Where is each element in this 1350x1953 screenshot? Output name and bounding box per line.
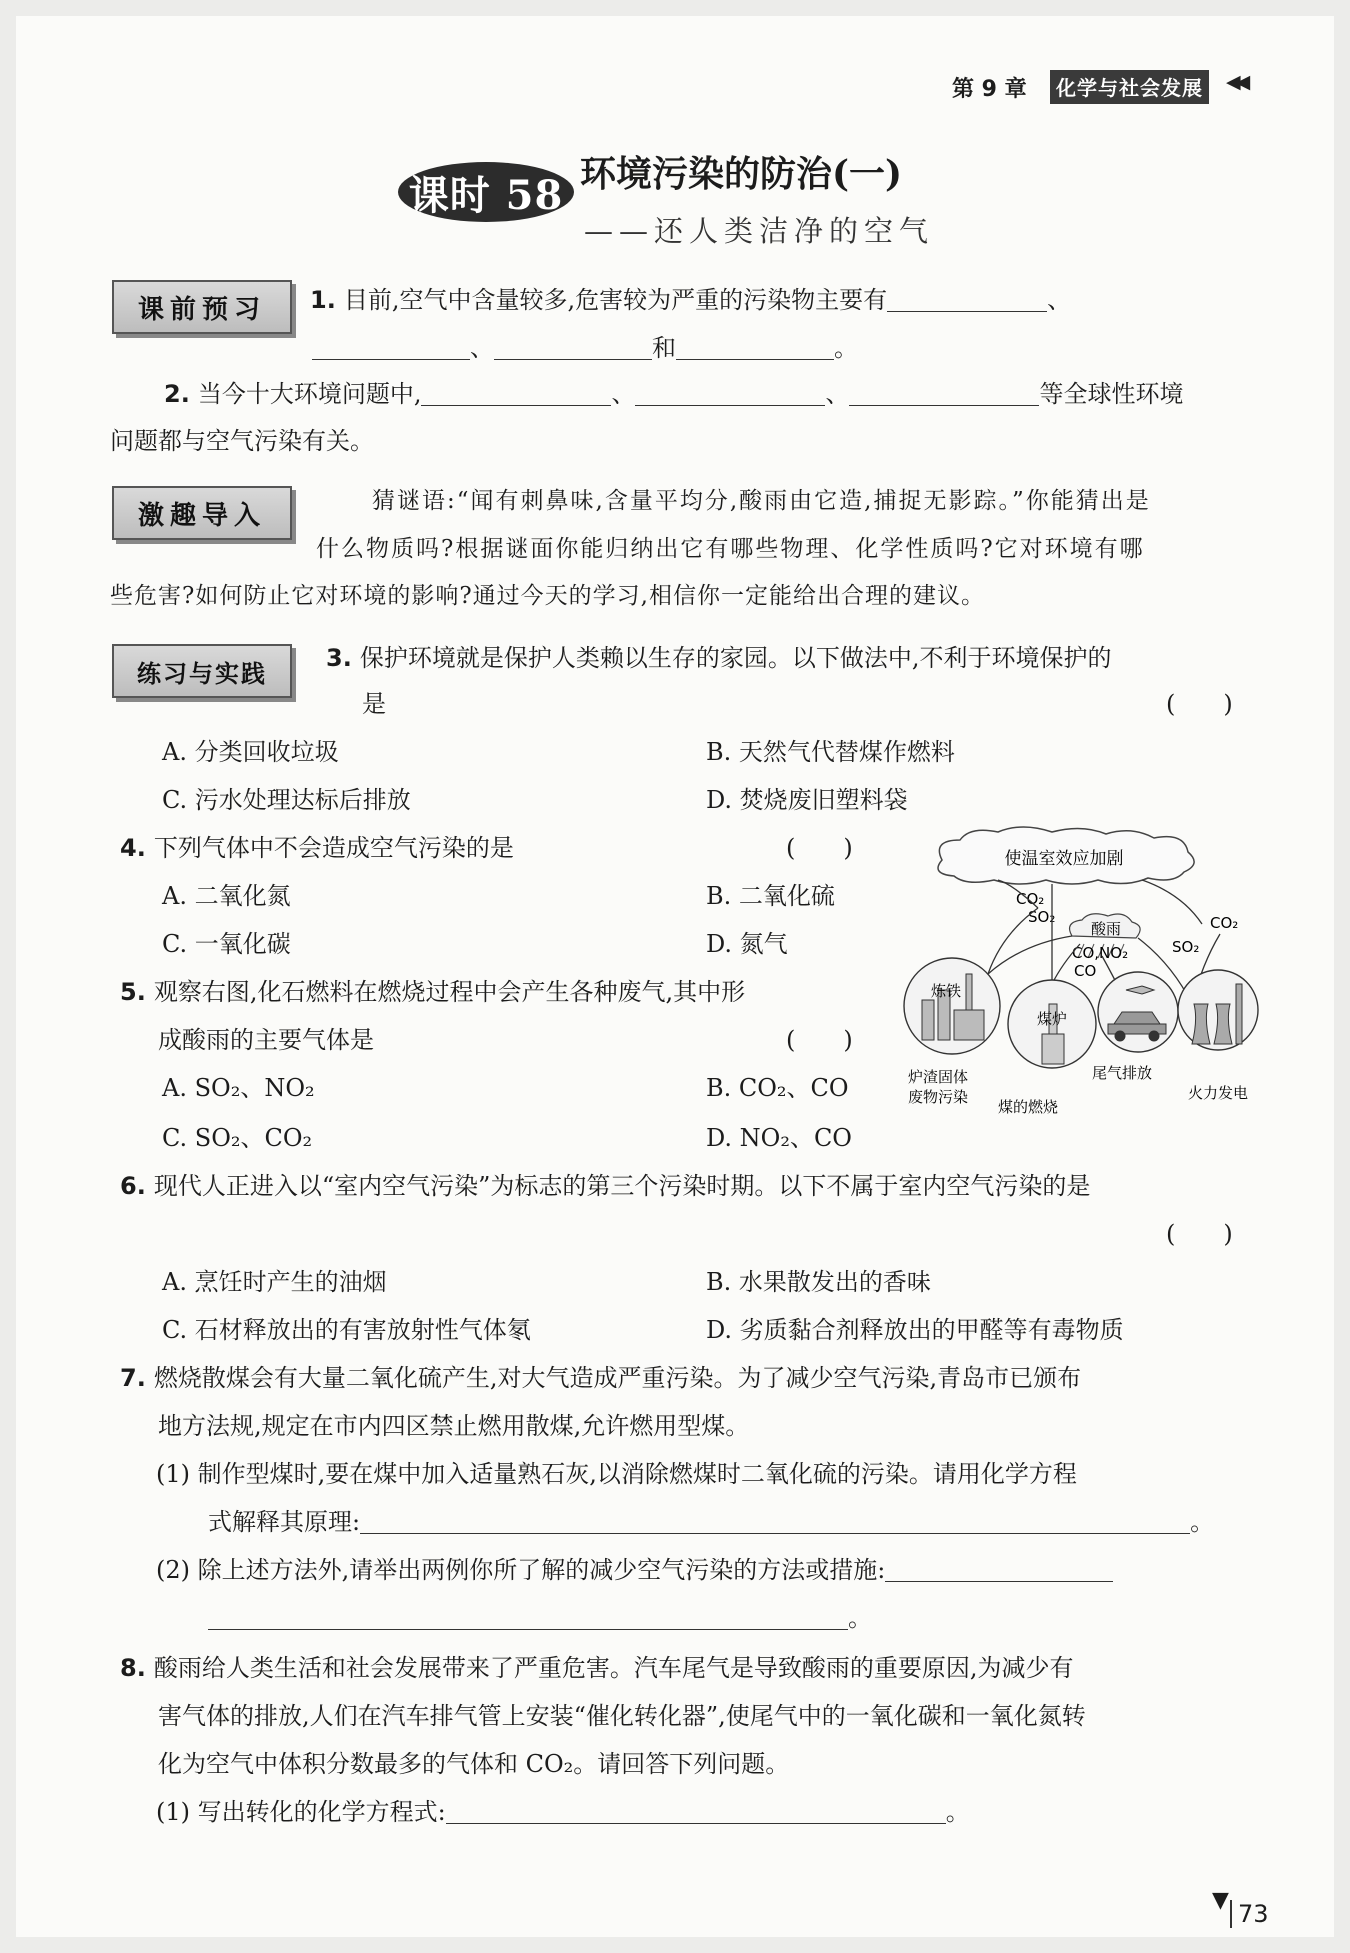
q3-line2: 是 xyxy=(362,690,386,718)
period: 。 xyxy=(945,1798,970,1826)
q3-option-c: C. 污水处理达标后排放 xyxy=(162,786,411,814)
q6-option-b: B. 水果散发出的香味 xyxy=(706,1268,931,1296)
q6-option-d: D. 劣质黏合剂释放出的甲醛等有毒物质 xyxy=(706,1316,1124,1344)
answer-line[interactable] xyxy=(208,1603,848,1630)
section-badge-intro: 激趣导入 xyxy=(112,486,292,540)
period: 。 xyxy=(1190,1508,1215,1536)
q4-option-b: B. 二氧化硫 xyxy=(706,882,835,910)
q4-number: 4. xyxy=(120,834,146,862)
slag-label-1: 炉渣固体 xyxy=(908,1068,969,1086)
q5-option-c: C. SO₂、CO₂ xyxy=(162,1124,313,1152)
answer-parentheses[interactable]: ( ) xyxy=(1166,690,1233,718)
q2-tail: 等全球性环境 xyxy=(1039,380,1184,408)
q6-option-a: A. 烹饪时产生的油烟 xyxy=(162,1268,387,1296)
q3-text: 保护环境就是保护人类赖以生存的家园。以下做法中,不利于环境保护的 xyxy=(359,644,1112,672)
intro-line-3: 些危害?如何防止它对环境的影响?通过今天的学习,相信你一定能给出合理的建议。 xyxy=(110,583,985,609)
chapter-arrows-icon: ◀◀ xyxy=(1226,71,1246,93)
iron-label: 炼铁 xyxy=(930,982,962,1000)
question-8 xyxy=(120,1648,1073,1683)
q4-option-a: A. 二氧化氮 xyxy=(162,882,291,910)
q5-line2: 成酸雨的主要气体是 xyxy=(158,1026,374,1054)
answer-parentheses[interactable]: ( ) xyxy=(786,834,853,862)
answer-blank[interactable] xyxy=(421,379,611,406)
exhaust-label: 尾气排放 xyxy=(1092,1064,1153,1082)
q4-option-c: C. 一氧化碳 xyxy=(162,930,291,958)
q7-sub2-prompt: (2) 除上述方法外,请举出两例你所了解的减少空气污染的方法或措施: xyxy=(156,1556,886,1584)
intro-line-2: 什么物质吗?根据谜面你能归纳出它有哪些物理、化学性质吗?它对环境有哪 xyxy=(316,536,1145,562)
power-label: 火力发电 xyxy=(1188,1084,1249,1102)
answer-blank[interactable] xyxy=(312,333,470,360)
q7-number: 7. xyxy=(120,1364,146,1392)
answer-blank[interactable] xyxy=(676,333,834,360)
gas-label-co-no2: CO,NO₂ xyxy=(1072,944,1129,962)
cloud-label: 使温室效应加剧 xyxy=(1004,849,1124,869)
lesson-badge: 课时 58 xyxy=(398,162,574,222)
q5-option-d: D. NO₂、CO xyxy=(706,1124,852,1152)
gas-label-so2: SO₂ xyxy=(1028,908,1056,926)
answer-line[interactable] xyxy=(360,1507,1190,1534)
q7-text: 燃烧散煤会有大量二氧化硫产生,对大气造成严重污染。为了减少空气污染,青岛市已颁布 xyxy=(153,1364,1082,1392)
q7-sub2-line2 xyxy=(208,1598,872,1633)
q7-sub1-answer xyxy=(208,1502,1214,1537)
q8-sub1-prompt: (1) 写出转化的化学方程式: xyxy=(156,1798,446,1826)
q2-line2: 问题都与空气污染有关。 xyxy=(110,427,374,455)
answer-blank[interactable] xyxy=(635,379,825,406)
q8-text: 酸雨给人类生活和社会发展带来了严重危害。汽车尾气是导致酸雨的重要原因,为减少有 xyxy=(153,1654,1074,1682)
q3-option-b: B. 天然气代替煤作燃料 xyxy=(706,738,955,766)
q3-option-d: D. 焚烧废旧塑料袋 xyxy=(706,786,908,814)
answer-blank[interactable] xyxy=(849,379,1039,406)
chapter-title: 化学与社会发展 xyxy=(1050,70,1209,104)
question-1-line2 xyxy=(312,328,858,363)
period: 。 xyxy=(848,1604,872,1632)
question-1 xyxy=(310,280,1071,315)
lesson-subtitle: ——还人类洁净的空气 xyxy=(584,214,935,248)
period: 。 xyxy=(834,334,858,362)
answer-line[interactable] xyxy=(446,1797,946,1824)
q5-number: 5. xyxy=(120,978,146,1006)
q8-sub1 xyxy=(156,1792,970,1827)
slag-label-2: 废物污染 xyxy=(908,1088,969,1106)
q7-sub1-prompt: 式解释其原理: xyxy=(208,1508,361,1536)
q2-text: 当今十大环境问题中, xyxy=(197,380,422,408)
question-2 xyxy=(164,374,1183,409)
question-6 xyxy=(120,1166,1090,1201)
lesson-title: 环境污染的防治(一) xyxy=(580,153,903,195)
q5-option-b: B. CO₂、CO xyxy=(706,1074,849,1102)
answer-blank[interactable] xyxy=(887,285,1047,312)
answer-parentheses[interactable]: ( ) xyxy=(1166,1220,1233,1248)
q7-line2: 地方法规,规定在市内四区禁止燃用散煤,允许燃用型煤。 xyxy=(158,1412,750,1440)
and-text: 和 xyxy=(652,334,676,362)
separator: 、 xyxy=(825,380,850,408)
section-badge-practice: 练习与实践 xyxy=(112,644,292,698)
page-marker-icon: ▼ xyxy=(1212,1888,1229,1913)
answer-parentheses[interactable]: ( ) xyxy=(786,1026,853,1054)
q2-number: 2. xyxy=(164,380,190,408)
coal-burning-label: 煤的燃烧 xyxy=(998,1098,1059,1116)
iron-smelting-icon xyxy=(904,958,1000,1054)
separator: 、 xyxy=(1047,286,1072,314)
question-3 xyxy=(326,638,1111,673)
q6-option-c: C. 石材释放出的有害放射性气体氡 xyxy=(162,1316,531,1344)
q1-text: 目前,空气中含量较多,危害较为严重的污染物主要有 xyxy=(343,286,888,314)
chapter-number: 第 9 章 xyxy=(952,77,1027,102)
q7-sub1: (1) 制作型煤时,要在煤中加入适量熟石灰,以消除燃煤时二氧化硫的污染。请用化学方程 xyxy=(156,1460,1077,1488)
gas-label-co2: CO₂ xyxy=(1210,914,1239,932)
q7-sub2 xyxy=(156,1550,1113,1585)
question-5 xyxy=(120,972,745,1007)
separator: 、 xyxy=(611,380,636,408)
answer-blank[interactable] xyxy=(494,333,652,360)
question-4 xyxy=(120,828,514,863)
section-badge-preview: 课前预习 xyxy=(112,280,292,334)
q8-line2: 害气体的排放,人们在汽车排气管上安装“催化转化器”,使尾气中的一氧化碳和一氧化氮转 xyxy=(158,1702,1086,1730)
page-number: 73 xyxy=(1230,1900,1269,1928)
q6-number: 6. xyxy=(120,1172,146,1200)
pollution-diagram xyxy=(902,824,1272,1116)
answer-line[interactable] xyxy=(885,1555,1113,1582)
furnace-label: 煤炉 xyxy=(1036,1010,1068,1028)
q4-option-d: D. 氮气 xyxy=(706,930,788,958)
q8-number: 8. xyxy=(120,1654,146,1682)
q4-text: 下列气体中不会造成空气污染的是 xyxy=(153,834,514,862)
gas-label-co2: CO₂ xyxy=(1016,890,1045,908)
q6-text: 现代人正进入以“室内空气污染”为标志的第三个污染时期。以下不属于室内空气污染的是 xyxy=(153,1172,1091,1200)
gas-label-co: CO xyxy=(1074,962,1097,980)
gas-label-so2: SO₂ xyxy=(1172,938,1200,956)
separator: 、 xyxy=(470,334,494,362)
q1-number: 1. xyxy=(310,286,336,314)
q5-text: 观察右图,化石燃料在燃烧过程中会产生各种废气,其中形 xyxy=(153,978,746,1006)
q5-option-a: A. SO₂、NO₂ xyxy=(162,1074,315,1102)
q3-option-a: A. 分类回收垃圾 xyxy=(162,738,339,766)
acid-rain-label: 酸雨 xyxy=(1090,920,1122,938)
question-7 xyxy=(120,1358,1081,1393)
intro-line-1: 猜谜语:“闻有刺鼻味,含量平均分,酸雨由它造,捕捉无影踪。”你能猜出是 xyxy=(372,488,1151,514)
q8-line3: 化为空气中体积分数最多的气体和 CO₂。请回答下列问题。 xyxy=(158,1750,790,1778)
textbook-page xyxy=(16,16,1334,1937)
q3-number: 3. xyxy=(326,644,352,672)
